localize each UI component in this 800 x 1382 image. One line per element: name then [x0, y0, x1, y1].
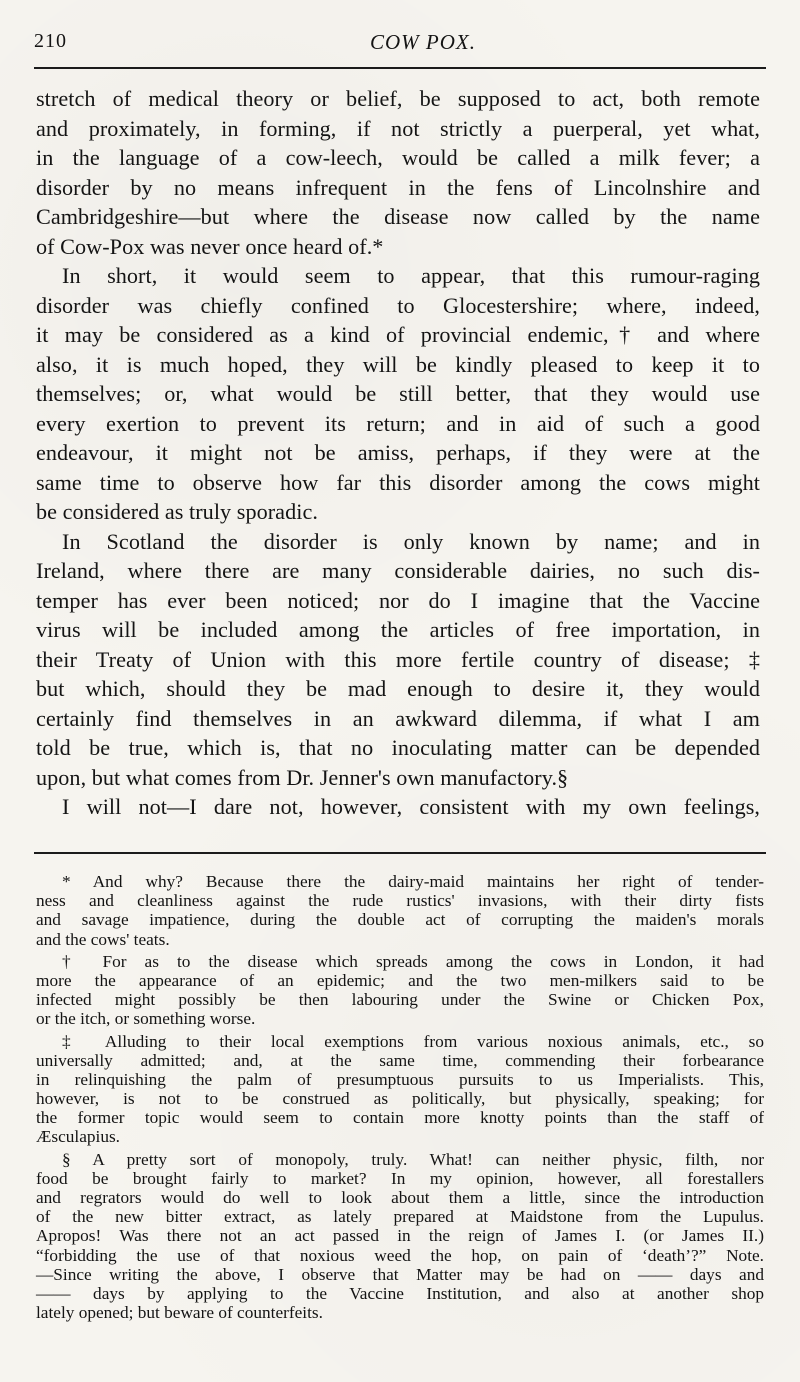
main-text-line: upon, but what comes from Dr. Jenner's own manufactory.§ [36, 764, 569, 790]
footnote-line: ‡ Alluding to their local exemptions from various noxious animals, etc., so [62, 1031, 764, 1051]
main-text-line: endeavour, it might not be amiss, perhaps, if they were at the [36, 440, 760, 465]
header-rule [34, 67, 766, 69]
footnote-line: infected might possibly be then labouring under the Swine or Chicken Pox, [36, 990, 764, 1010]
footnote-line: Æsculapius. [36, 1127, 121, 1147]
footnote-line: —— days by applying to the Vaccine Institution, and also at another shop [36, 1283, 764, 1303]
main-text-line: but which, should they be mad enough to desire it, they would [36, 676, 760, 701]
main-text-line: same time to observe how far this disorder among the cows might [36, 469, 760, 495]
footnote-line: * And why? Because there the dairy-maid maintains her right of tender- [62, 872, 764, 891]
main-text-line: In Scotland the disorder is only known by name; and in [62, 528, 760, 554]
footnote-line: food be brought fairly to market? In my opinion, however, all forestallers [36, 1168, 764, 1188]
main-text-line: virus will be included among the articles of free importation, in [36, 617, 760, 642]
main-text-line: also, it is much hoped, they will be kindly pleased to keep it to [36, 351, 760, 377]
main-text-line: told be true, which is, that no inoculating matter can be depended [36, 735, 760, 760]
main-text-line: temper has ever been noticed; nor do I imagine that the Vaccine [36, 587, 760, 613]
main-text-line: every exertion to prevent its return; and in aid of such a good [36, 410, 760, 436]
footnote-line: of the new bitter extract, as lately prepared at Maidstone from the Lupulus. [36, 1207, 764, 1227]
main-text-line: stretch of medical theory or belief, be supposed to act, both remote [36, 86, 760, 111]
footnote-line: in relinquishing the palm of presumptuous pursuits to us Imperialists. This, [36, 1069, 764, 1089]
running-head: COW POX. [370, 30, 476, 54]
footnote-line: and savage impatience, during the double act of corrupting the maiden's morals [36, 910, 764, 930]
footnote-line: † For as to the disease which spreads among the cows in London, it had [62, 951, 764, 971]
footnote-line: more the appearance of an epidemic; and the two men-milkers said to be [36, 970, 764, 990]
main-text-line: themselves; or, what would be still better, that they would use [36, 381, 760, 406]
main-text-line: disorder was chiefly confined to Glocestershire; where, indeed, [36, 292, 760, 318]
footnote-line: the former topic would seem to contain more knotty points than the staff of [36, 1108, 764, 1128]
footnote-line: lately opened; but beware of counterfeits. [36, 1303, 323, 1323]
main-text-line: and proximately, in forming, if not strictly a puerperal, yet what, [36, 115, 760, 141]
footnote-line: and the cows' teats. [36, 929, 170, 949]
footnote-line: and regrators would do well to look about them a little, since the introduction [36, 1188, 764, 1207]
footnote-line: § A pretty sort of monopoly, truly. What! can neither physic, filth, nor [62, 1149, 764, 1169]
footnote-line: or the itch, or something worse. [36, 1009, 256, 1029]
page-header [34, 30, 766, 58]
main-text-line: certainly find themselves in an awkward dilemma, if what I am [36, 705, 760, 731]
main-text-line: in the language of a cow-leech, would be called a milk fever; a [36, 145, 760, 170]
main-text-line: it may be considered as a kind of provincial endemic,† and where [36, 322, 760, 347]
page-number: 210 [34, 30, 67, 52]
main-text-line: be considered as truly sporadic. [36, 499, 318, 524]
main-text-line: Cambridgeshire—but where the disease now called by the name [36, 204, 760, 229]
footnote-line: however, is not to be construed as politically, but physically, speaking; for [36, 1089, 764, 1109]
main-text-line: their Treaty of Union with this more fertile country of disease; ‡ [36, 646, 760, 672]
footnote-line: “forbidding the use of that noxious weed the hop, on pain of ‘death’?” Note. [36, 1245, 764, 1265]
footnote-line: ness and cleanliness against the rude rustics' invasions, with their dirty fists [36, 891, 764, 911]
footnote-rule [34, 852, 766, 854]
footnotes [36, 872, 764, 1322]
main-text-line: of Cow-Pox was never once heard of.* [36, 233, 384, 259]
footnote-line: Apropos! Was there not an act passed in the reign of James I. (or James II.) [36, 1226, 764, 1246]
main-text [36, 84, 760, 822]
main-text-line: disorder by no means infrequent in the fens of Lincolnshire and [36, 174, 760, 200]
main-text-line: Ireland, where there are many considerable dairies, no such dis- [36, 558, 760, 583]
footnote-line: universally admitted; and, at the same time, commending their forbearance [36, 1050, 764, 1070]
main-text-line: In short, it would seem to appear, that this rumour-raging [62, 263, 760, 288]
footnote-line: —Since writing the above, I observe that Matter may be had on —— days and [36, 1264, 764, 1284]
main-text-line: I will not—I dare not, however, consistent with my own feelings, [62, 794, 760, 819]
